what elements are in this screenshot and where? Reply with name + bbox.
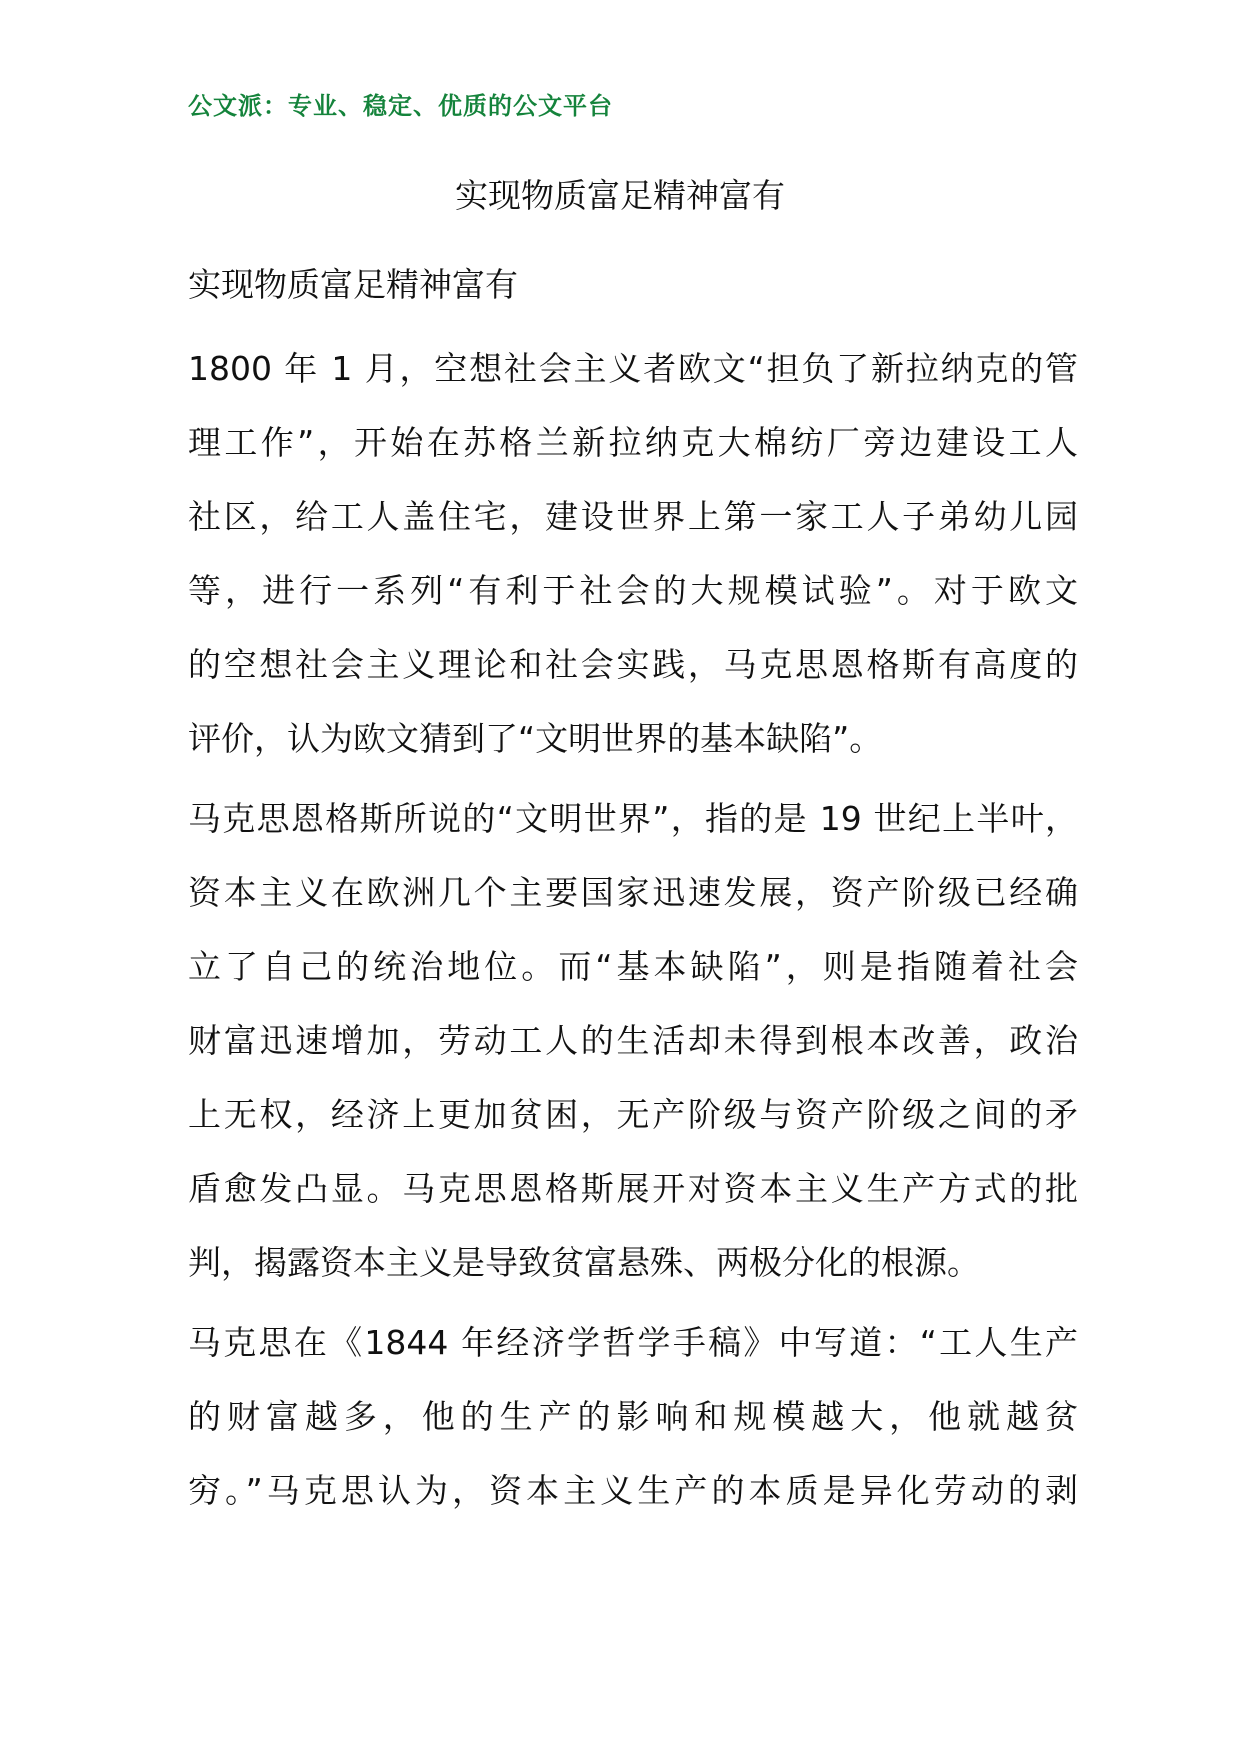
document-title: 实现物质富足精神富有 bbox=[455, 176, 785, 215]
paragraph-line: 评价，认为欧文猜到了“文明世界的基本缺陷”。 bbox=[188, 719, 883, 758]
paragraph-line: 判，揭露资本主义是导致贫富悬殊、两极分化的根源。 bbox=[188, 1243, 980, 1282]
paragraph-line: 的空想社会主义理论和社会实践，马克思恩格斯有高度的 bbox=[188, 645, 1078, 684]
paragraph-line: 立了自己的统治地位。而“基本缺陷”，则是指随着社会 bbox=[188, 947, 1078, 986]
paragraph-line: 马克思恩格斯所说的“文明世界”，指的是 19 世纪上半叶， bbox=[188, 799, 1078, 838]
paragraph-line: 的财富越多，他的生产的影响和规模越大，他就越贫 bbox=[188, 1397, 1078, 1436]
paragraph-line: 马克思在《1844 年经济学哲学手稿》中写道：“工人生产 bbox=[188, 1323, 1078, 1362]
paragraph-line: 财富迅速增加，劳动工人的生活却未得到根本改善，政治 bbox=[188, 1021, 1078, 1060]
paragraph-line: 社区，给工人盖住宅，建设世界上第一家工人子弟幼儿园 bbox=[188, 497, 1078, 536]
paragraph-line: 等，进行一系列“有利于社会的大规模试验”。对于欧文 bbox=[188, 571, 1078, 610]
paragraph-line: 理工作”，开始在苏格兰新拉纳克大棉纺厂旁边建设工人 bbox=[188, 423, 1078, 462]
paragraph-2 bbox=[188, 782, 1078, 1300]
paragraph-line: 盾愈发凸显。马克思恩格斯展开对资本主义生产方式的批 bbox=[188, 1169, 1078, 1208]
paragraph-3 bbox=[188, 1306, 1078, 1528]
paragraph-1 bbox=[188, 332, 1078, 776]
paragraph-line: 穷。”马克思认为，资本主义生产的本质是异化劳动的剥 bbox=[188, 1471, 1078, 1510]
document-body bbox=[188, 258, 1078, 1534]
header-brand: 公文派：专业、稳定、优质的公文平台 bbox=[188, 92, 613, 120]
paragraph-line: 上无权，经济上更加贫困，无产阶级与资产阶级之间的矛 bbox=[188, 1095, 1078, 1134]
paragraph-line: 资本主义在欧洲几个主要国家迅速发展，资产阶级已经确 bbox=[188, 873, 1078, 912]
document-subtitle: 实现物质富足精神富有 bbox=[188, 265, 518, 304]
paragraph-line: 1800 年 1 月，空想社会主义者欧文“担负了新拉纳克的管 bbox=[188, 349, 1078, 388]
